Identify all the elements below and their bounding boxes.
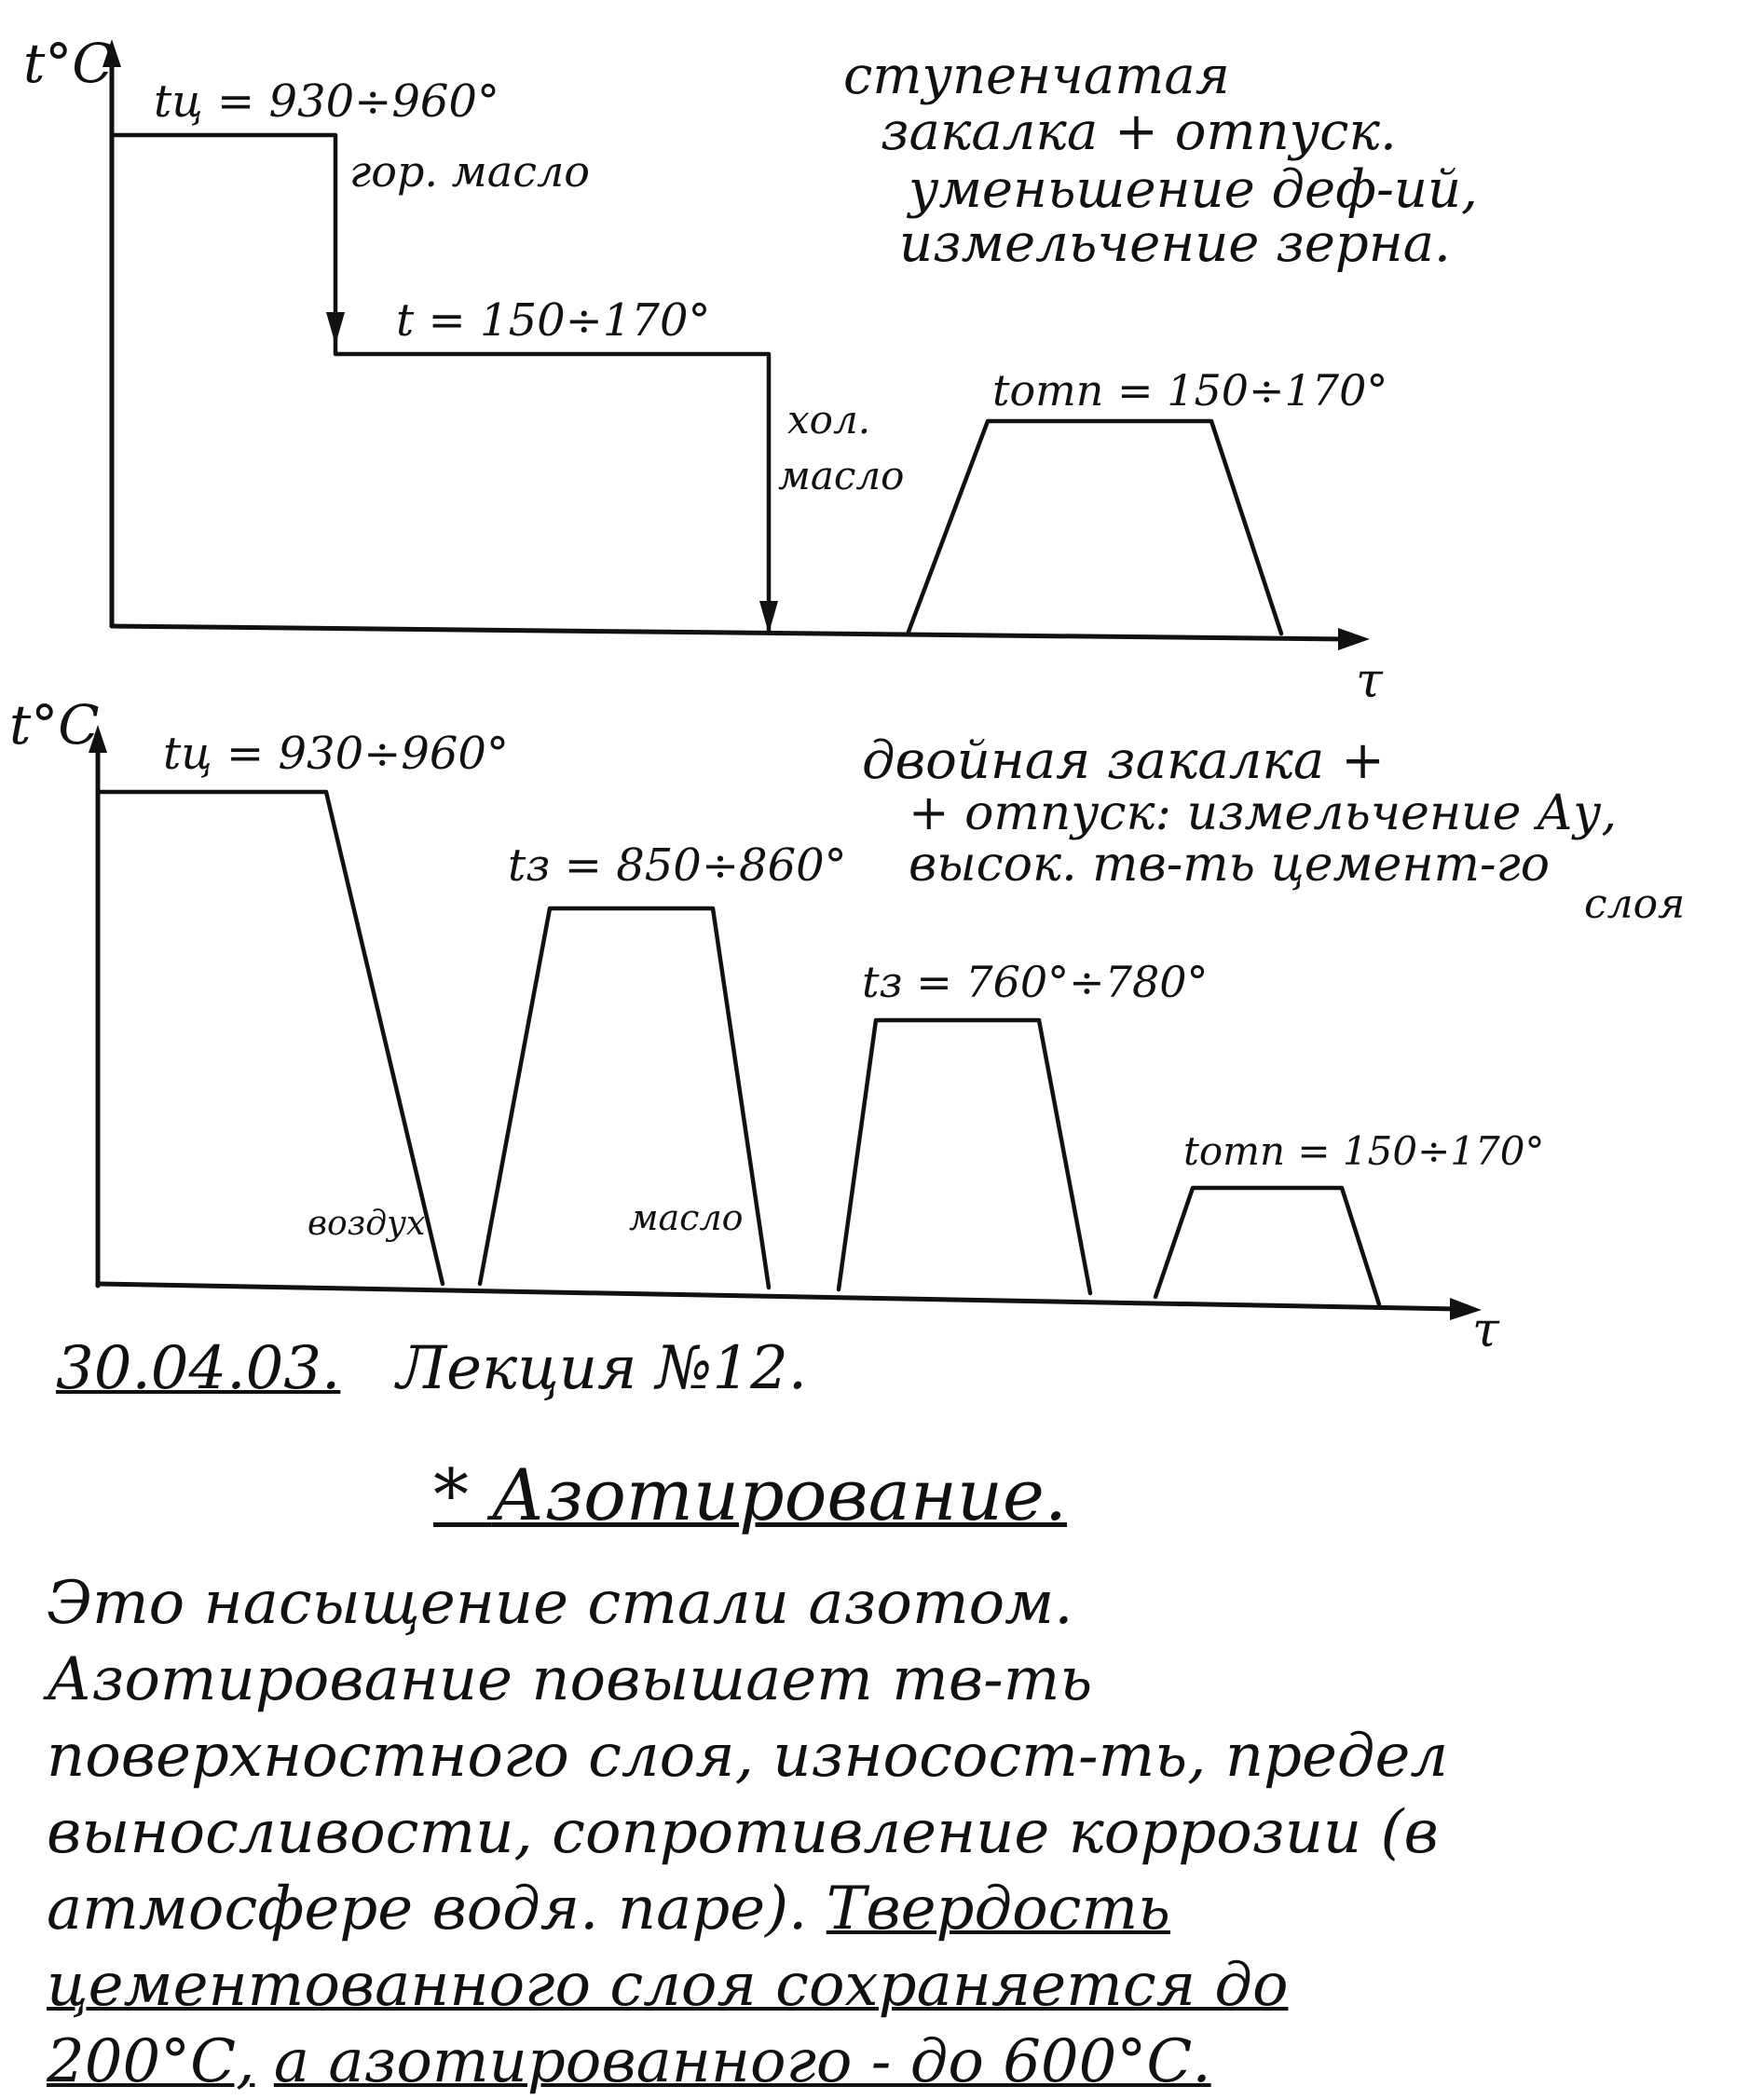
process-curve-1 (112, 135, 769, 632)
cycle3-temp-label: tз = 760°÷780° (862, 957, 1209, 1007)
y-axis-label: t°C (23, 32, 114, 95)
topic-title: Азотирование. (491, 1453, 1068, 1536)
lecture-date: 30.04.03. (56, 1334, 341, 1403)
topic-heading (433, 1453, 1067, 1536)
body-cemented-hardness: Твердость цементованного слоя сохраняется до 200°С, (47, 1875, 1289, 2096)
note-line: измельчение зерна. (899, 213, 1451, 274)
x-axis-arrow-icon (1338, 628, 1370, 650)
temper-trapezoid-1 (909, 421, 1281, 634)
topic-bullet: * (433, 1453, 469, 1536)
temper-temp-label: tотп = 150÷170° (1183, 1128, 1545, 1174)
note-line: слоя (1584, 880, 1686, 928)
note-line: двойная закалка + (862, 730, 1385, 791)
quench1-medium-label: гор. масло (349, 146, 590, 197)
lecture-title: Лекция №12. (396, 1334, 808, 1403)
quench1-arrow-icon (326, 312, 345, 345)
cycle3-trapezoid (839, 1020, 1090, 1293)
lecture-body (47, 1565, 1500, 2100)
austenitize-temp-label: tц = 930÷960° (154, 75, 499, 128)
diagram-double-quench (0, 689, 1763, 1358)
quench2-medium-line1: хол. (787, 397, 871, 443)
hold-temp-label: t = 150÷170° (396, 294, 711, 347)
note-line: высок. тв-ть цемент-го (909, 837, 1551, 893)
note-line: закалка + отпуск. (881, 102, 1397, 162)
temper-trapezoid-2 (1155, 1188, 1379, 1304)
x-axis-label: τ (1472, 1302, 1499, 1358)
cycle2-medium-label: масло (629, 1197, 744, 1238)
diagram-stepped-quench (0, 0, 1763, 708)
x-axis-label: τ (1356, 653, 1383, 709)
note-line: + отпуск: измельчение Ау, (909, 785, 1617, 841)
body-nitrided-hardness: а азотированного - до 600°С. (273, 2027, 1211, 2096)
cycle1-temp-label: tц = 930÷960° (163, 728, 509, 780)
x-axis-2 (98, 1284, 1458, 1309)
x-axis-1 (112, 626, 1346, 639)
quench2-arrow-icon (759, 601, 778, 634)
note-line: ступенчатая (843, 46, 1230, 106)
quench2-medium-line2: масло (778, 453, 905, 498)
body-definition: Это насыщение стали азотом. Азотирование повышает тв-ть поверхностного слоя, износост-ть, предел выносливости, сопротивление коррозии (в атмосфере водя. паре). (47, 1569, 1449, 1943)
cycle2-temp-label: tз = 850÷860° (508, 839, 847, 892)
y-axis-label: t°C (9, 693, 100, 757)
temper-temp-label: tотп = 150÷170° (992, 365, 1388, 416)
note-line: уменьшение деф-ий, (909, 159, 1478, 220)
cycle1-medium-label: воздух (308, 1205, 426, 1243)
lecture-header (56, 1334, 807, 1403)
